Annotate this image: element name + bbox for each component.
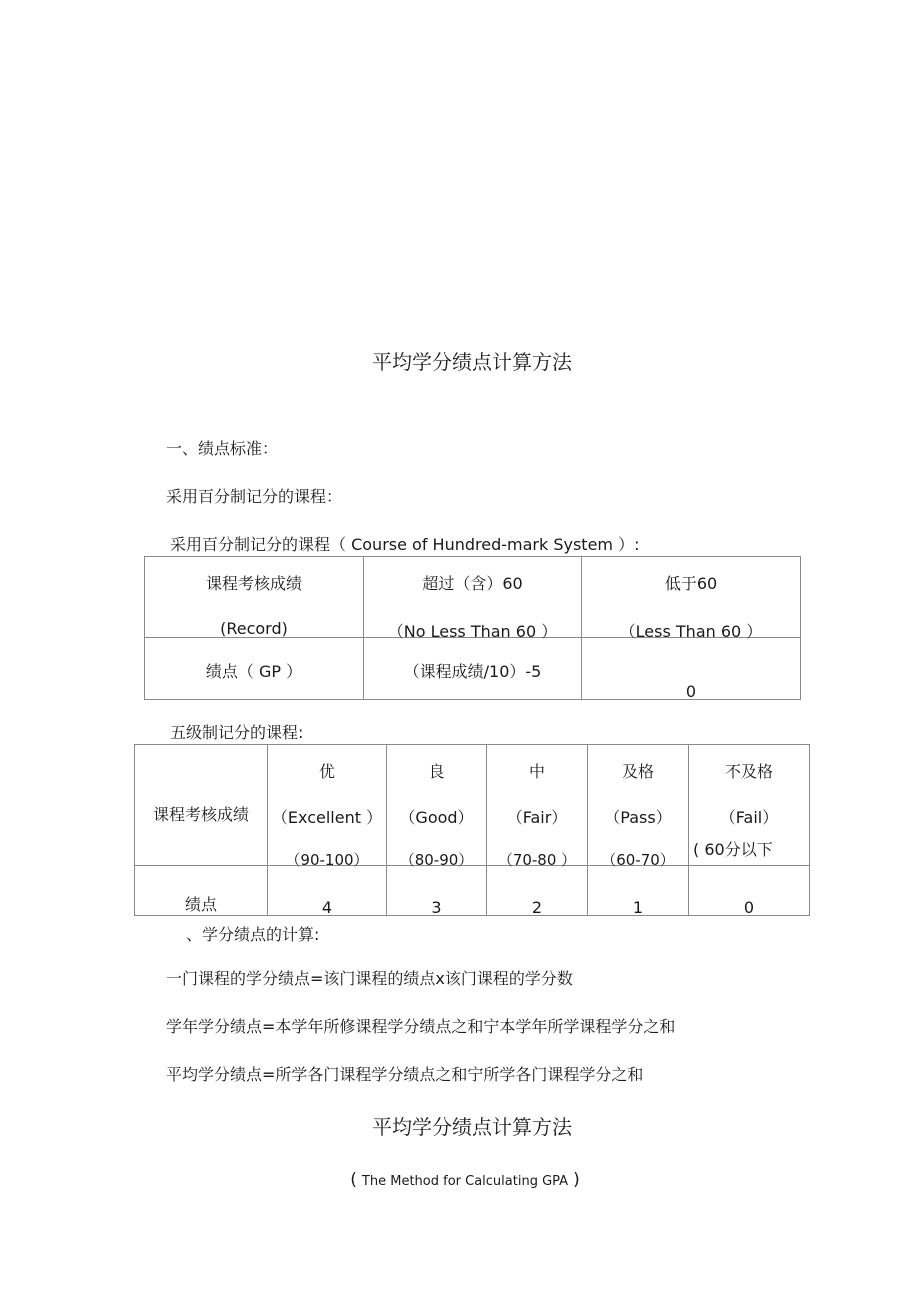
gp-value-fail: 0 — [743, 898, 755, 917]
gp-value-good-cell — [387, 866, 487, 916]
no-less-than-60-cell — [364, 557, 582, 641]
less-than-60-en: （Less Than 60 ） — [619, 622, 763, 641]
gp-value-fail-cell — [689, 866, 810, 916]
gp-value-pass: 1 — [632, 898, 644, 917]
grade-pass-cn: 及格 — [621, 762, 654, 781]
no-less-than-60-cn: 超过（含）60 — [422, 574, 523, 593]
page-title-repeat: 平均学分绩点计算方法 — [372, 1115, 572, 1139]
gp-value-fair-cell — [487, 866, 588, 916]
hundred-intro: 采用百分制记分的课程： — [166, 487, 343, 506]
grade-excellent-cell — [268, 745, 387, 869]
grade-fair-cell — [487, 745, 588, 869]
subtitle-close-paren: ) — [573, 1170, 580, 1190]
gp-low-cell — [582, 638, 801, 700]
grade-fair-cn: 中 — [528, 762, 545, 781]
formula-academic-year: 学年学分绩点=本学年所修课程学分绩点之和宁本学年所学课程学分之和 — [166, 1017, 676, 1036]
section2-heading: 、学分绩点的计算: — [186, 925, 320, 944]
grade-fail-cell — [689, 745, 810, 866]
formula-course-credit-points: 一门课程的学分绩点=该门课程的绩点x该门课程的学分数 — [166, 969, 573, 988]
less-than-60-cell — [582, 557, 801, 641]
grade-fair-en: （Fair） — [506, 808, 568, 827]
grade-good-cell — [387, 745, 487, 869]
hundred-table-header-row — [145, 557, 801, 638]
hundred-table-gp-row — [145, 638, 801, 700]
no-less-than-60-en: （No Less Than 60 ） — [387, 622, 558, 641]
hundred-caption: 采用百分制记分的课程（ Course of Hundred-mark System ）: — [170, 535, 640, 554]
grade-pass-en: （Pass） — [604, 808, 672, 827]
gp-value-fair: 2 — [531, 898, 543, 917]
five-level-table — [134, 744, 810, 916]
grade-good-cn: 良 — [428, 762, 445, 781]
grade-fair-range: （70-80 ） — [497, 851, 577, 869]
grade-good-range: （80-90） — [399, 851, 474, 869]
less-than-60-cn: 低于60 — [664, 574, 718, 593]
subtitle-text: The Method for Calculating GPA — [361, 1174, 569, 1189]
page-title: 平均学分绩点计算方法 — [372, 350, 572, 374]
five-gp-label-cell — [135, 866, 268, 916]
grade-fail-en: （Fail） — [719, 808, 779, 827]
grade-fail-range: ( 60分以下 — [693, 840, 773, 859]
grade-fail-cn: 不及格 — [724, 762, 773, 781]
english-subtitle — [0, 1170, 920, 1190]
five-level-caption: 五级制记分的课程: — [170, 723, 304, 742]
gp-value-excellent: 4 — [321, 898, 333, 917]
hundred-mark-table — [144, 556, 801, 700]
grade-excellent-range: （90-100） — [285, 851, 369, 869]
record-header-en: (Record) — [220, 619, 288, 638]
five-table-grade-row — [135, 745, 810, 866]
gp-value-pass-cell — [588, 866, 689, 916]
gp-formula: （课程成绩/10）-5 — [403, 662, 542, 681]
gp-low-value: 0 — [685, 682, 697, 701]
record-header-cn: 课程考核成绩 — [205, 574, 302, 593]
grade-pass-cell — [588, 745, 689, 869]
gp-label-cell — [145, 638, 364, 700]
record-header-cell — [145, 557, 364, 638]
grade-pass-range: （60-70） — [601, 851, 675, 869]
formula-average-gpa: 平均学分绩点=所学各门课程学分绩点之和宁所学各门课程学分之和 — [166, 1065, 644, 1084]
five-table-gp-row — [135, 866, 810, 916]
gp-formula-cell — [364, 638, 582, 700]
gp-label: 绩点（ GP ） — [205, 662, 303, 681]
subtitle-open-paren: ( — [350, 1170, 357, 1190]
five-record-label-cell — [135, 745, 268, 866]
section1-heading: 一、绩点标准： — [166, 439, 279, 458]
grade-excellent-en: （Excellent ） — [271, 808, 383, 827]
gp-value-excellent-cell — [268, 866, 387, 916]
grade-excellent-cn: 优 — [318, 762, 335, 781]
five-gp-label: 绩点 — [184, 895, 217, 914]
grade-good-en: （Good） — [399, 808, 474, 827]
five-record-label: 课程考核成绩 — [152, 805, 249, 824]
gp-value-good: 3 — [431, 898, 442, 917]
